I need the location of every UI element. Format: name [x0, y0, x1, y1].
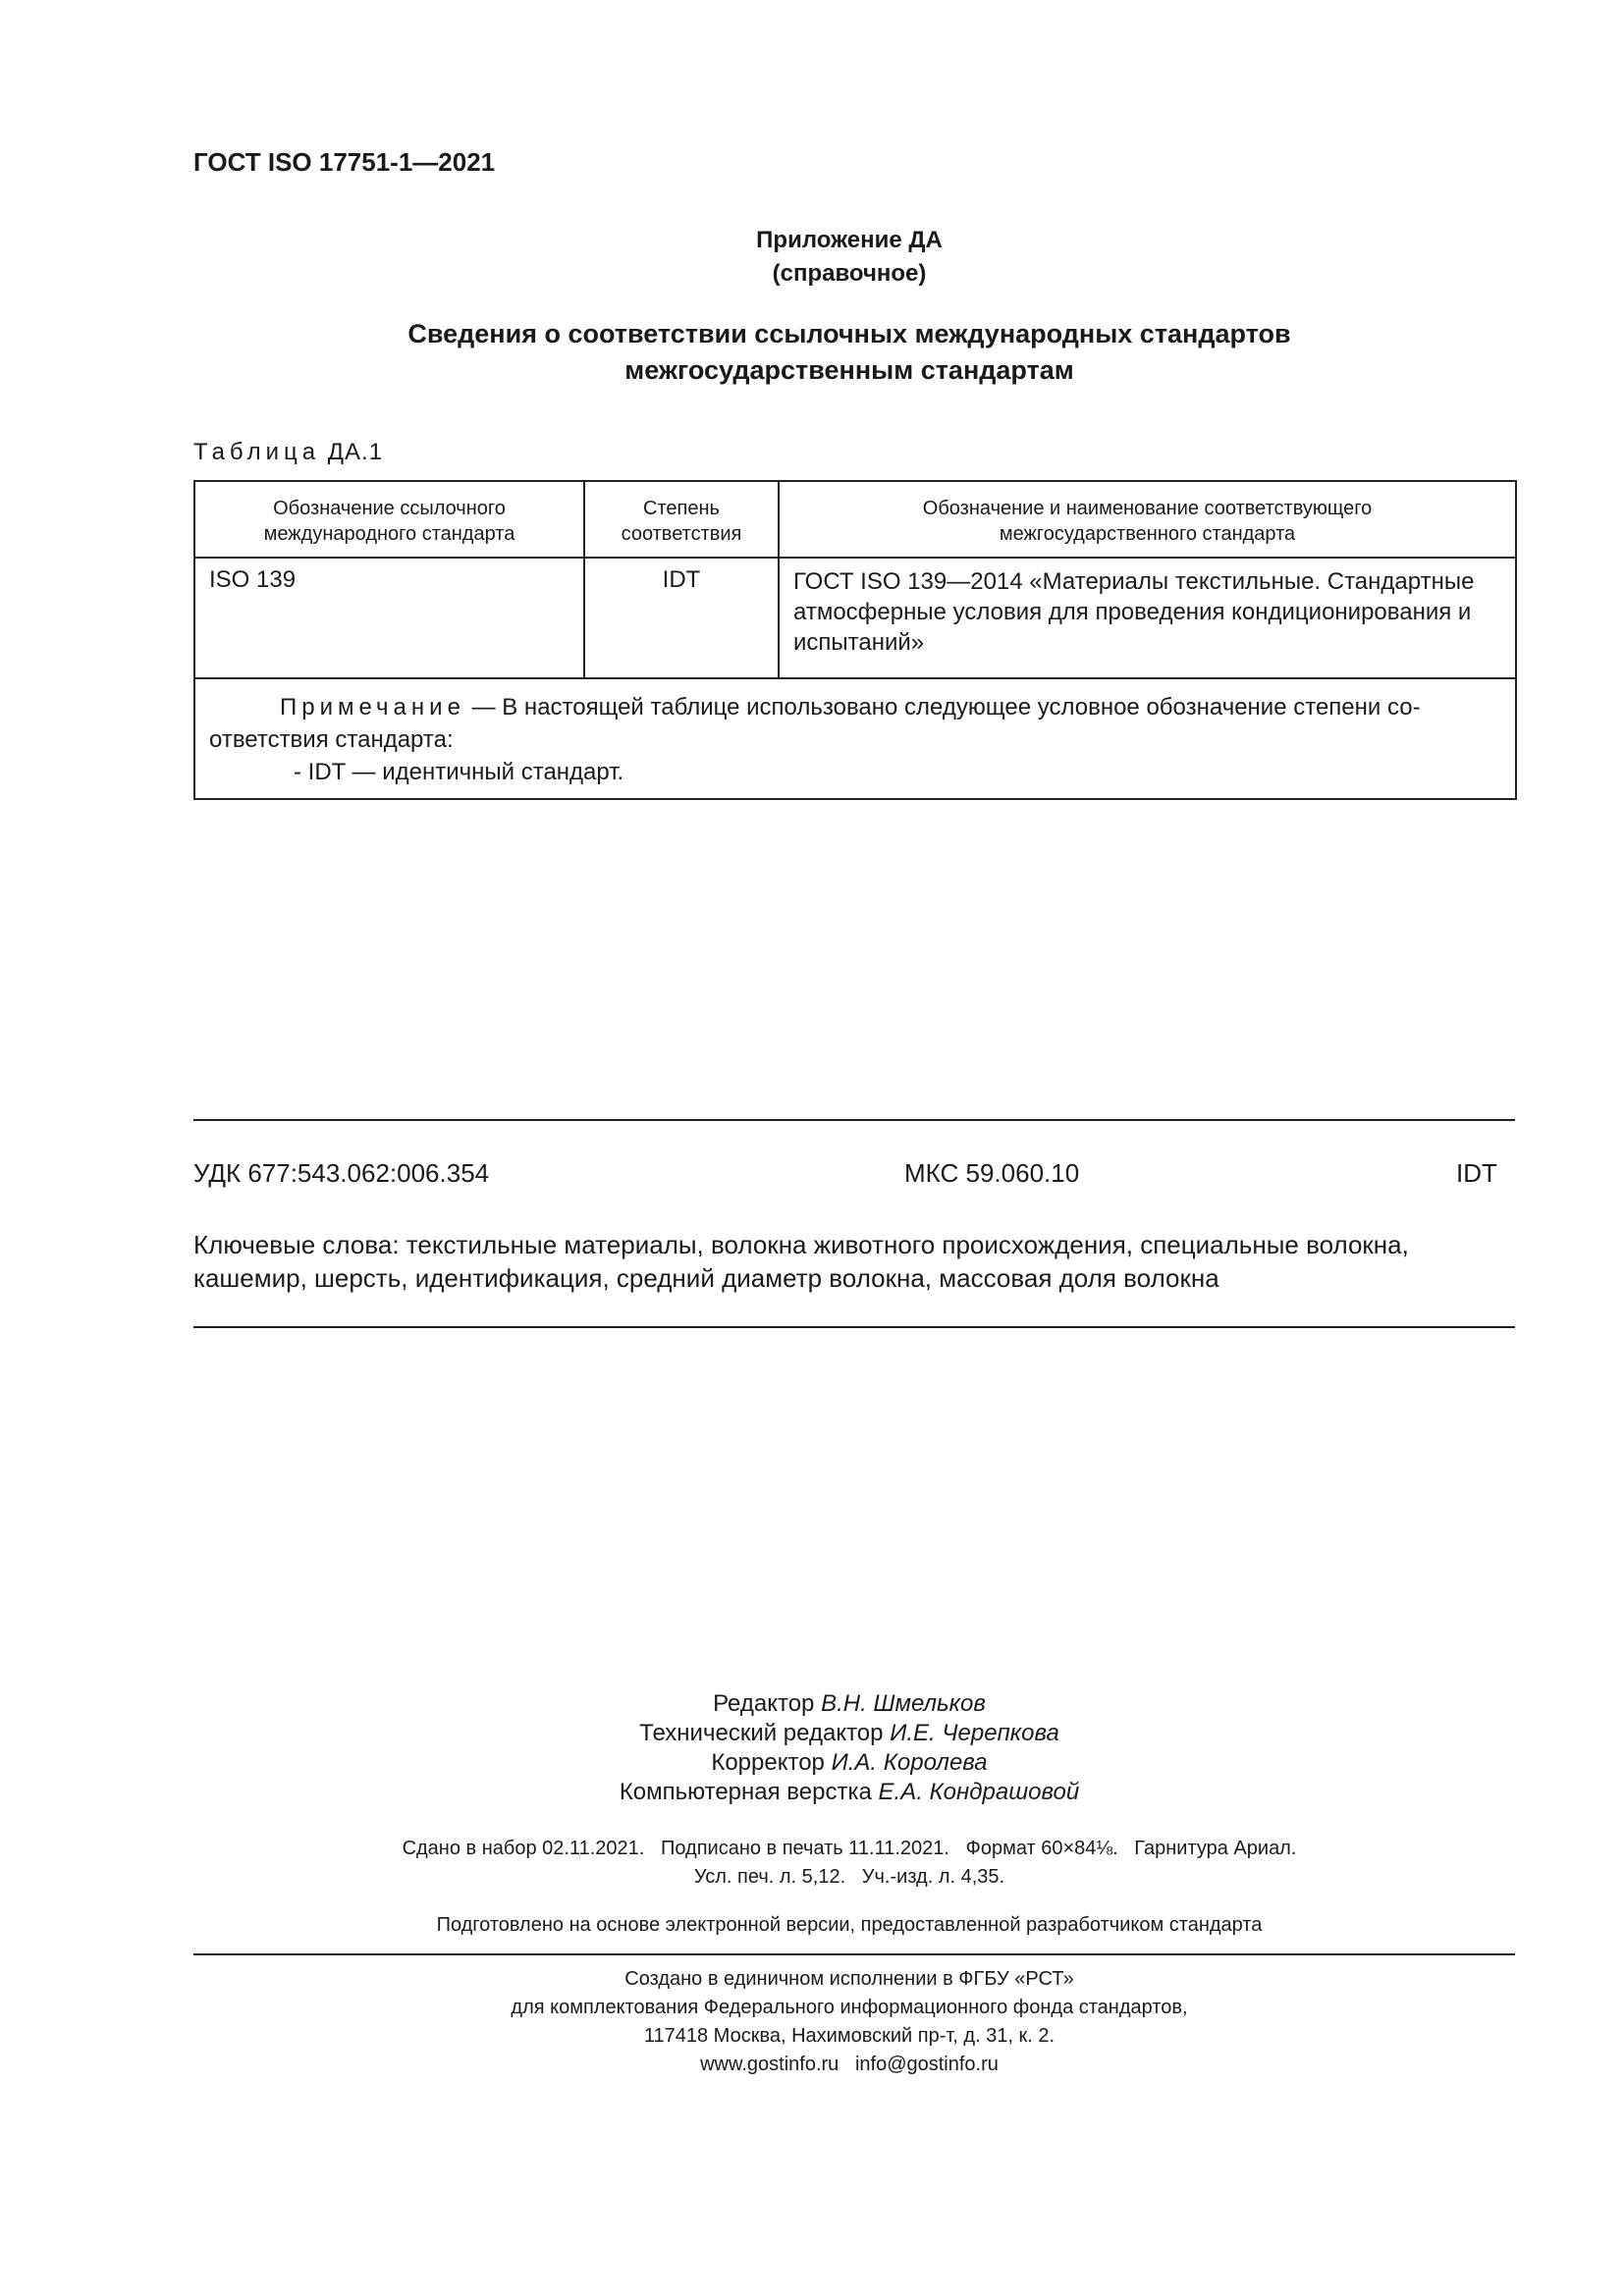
note-word: Примечание [280, 694, 465, 721]
publisher-info [0, 1965, 1624, 2079]
header-degree-line1: Степень [643, 498, 720, 519]
header-gost-standard-line1: Обозначение и наименование соответствующего [922, 498, 1373, 519]
annex-title: Приложение ДА [756, 227, 943, 253]
print-info-line2: Усл. печ. л. 5,12. Уч.-изд. л. 4,35. [693, 1866, 1005, 1888]
header-gost-standard [779, 481, 1516, 558]
header-ref-standard [194, 481, 584, 558]
table-row [194, 558, 1516, 678]
note-item: - IDT — идентичный стандарт. [294, 759, 624, 785]
staff-name: Е.А. Кондрашовой [878, 1779, 1080, 1805]
table-note-row [194, 678, 1516, 799]
staff-role: Технический редактор [639, 1720, 884, 1746]
keywords-line1: Ключевые слова: текстильные материалы, волокна животного происхождения, специальные волокна, [193, 1230, 1409, 1259]
table-label [193, 439, 383, 466]
keywords-line2: кашемир, шерсть, идентификация, средний диаметр волокна, массовая доля волокна [193, 1263, 1219, 1293]
divider-keywords [193, 1326, 1515, 1328]
udk-code: УДК 677:543.062:006.354 [193, 1158, 490, 1188]
divider-bottom [193, 1953, 1515, 1955]
staff-role: Редактор [713, 1690, 815, 1717]
note-line2: ответствия стандарта: [209, 726, 454, 753]
publisher-line1: Создано в единичном исполнении в ФГБУ «РСТ» [624, 1968, 1074, 1990]
publisher-line3: 117418 Москва, Нахимовский пр-т, д. 31, к. 2. [643, 2025, 1056, 2047]
header-ref-standard-line1: Обозначение ссылочного [273, 498, 506, 519]
cell-gost-line2: атмосферные условия для проведения кондиционирования и [793, 599, 1472, 625]
header-gost-standard-line2: межгосударственного стандарта [999, 523, 1296, 545]
staff-editor [0, 1689, 1624, 1719]
staff-tech-editor [0, 1719, 1624, 1748]
table-note [194, 678, 1516, 799]
header-degree [584, 481, 779, 558]
prepared-note: Подготовлено на основе электронной версии, предоставленной разработчиком стандарта [436, 1914, 1263, 1936]
reference-standards-table [193, 480, 1517, 800]
cell-ref-standard: ISO 139 [194, 558, 584, 678]
staff-role: Корректор [711, 1749, 825, 1776]
cell-gost-standard [779, 558, 1516, 678]
annex-subtitle: (справочное) [772, 260, 927, 287]
publisher-links: www.gostinfo.ru info@gostinfo.ru [700, 2054, 999, 2075]
staff-name: И.Е. Черепкова [890, 1720, 1059, 1746]
staff-name: И.А. Королева [831, 1749, 988, 1776]
table-label-number: ДА.1 [327, 439, 384, 465]
mks-code: МКС 59.060.10 [904, 1158, 1080, 1188]
table-header-row [194, 481, 1516, 558]
document-code: ГОСТ ISO 17751-1—2021 [193, 147, 496, 177]
note-first-line [209, 691, 1501, 723]
header-degree-line2: соответствия [621, 523, 742, 545]
header-ref-standard-line2: международного стандарта [263, 523, 515, 545]
cell-degree: IDT [584, 558, 779, 678]
publisher-line2: для комплектования Федерального информационного фонда стандартов, [511, 1997, 1188, 2018]
section-title [0, 316, 1624, 389]
staff-name: В.Н. Шмельков [821, 1690, 986, 1717]
keywords [193, 1228, 1515, 1295]
cell-gost-line3: испытаний» [793, 629, 925, 656]
staff-corrector [0, 1748, 1624, 1778]
staff-role: Компьютерная верстка [619, 1779, 872, 1805]
staff-layout [0, 1778, 1624, 1807]
section-title-line2: межгосударственным стандартам [624, 355, 1074, 385]
print-info [0, 1835, 1624, 1892]
degree-code: IDT [1456, 1158, 1497, 1188]
staff-list [0, 1689, 1624, 1807]
note-line1: — В настоящей таблице использовано следующее условное обозначение степени со- [464, 694, 1421, 721]
print-info-line1: Сдано в набор 02.11.2021. Подписано в печать 11.11.2021. Формат 60×84⅛. Гарнитура Ариал. [402, 1838, 1297, 1859]
annex-heading [0, 224, 1624, 291]
divider-top [193, 1119, 1515, 1121]
section-title-line1: Сведения о соответствии ссылочных международных стандартов [407, 319, 1291, 348]
table-label-word: Таблица [193, 439, 321, 465]
cell-gost-line1: ГОСТ ISO 139—2014 «Материалы текстильные. Стандартные [793, 568, 1475, 595]
